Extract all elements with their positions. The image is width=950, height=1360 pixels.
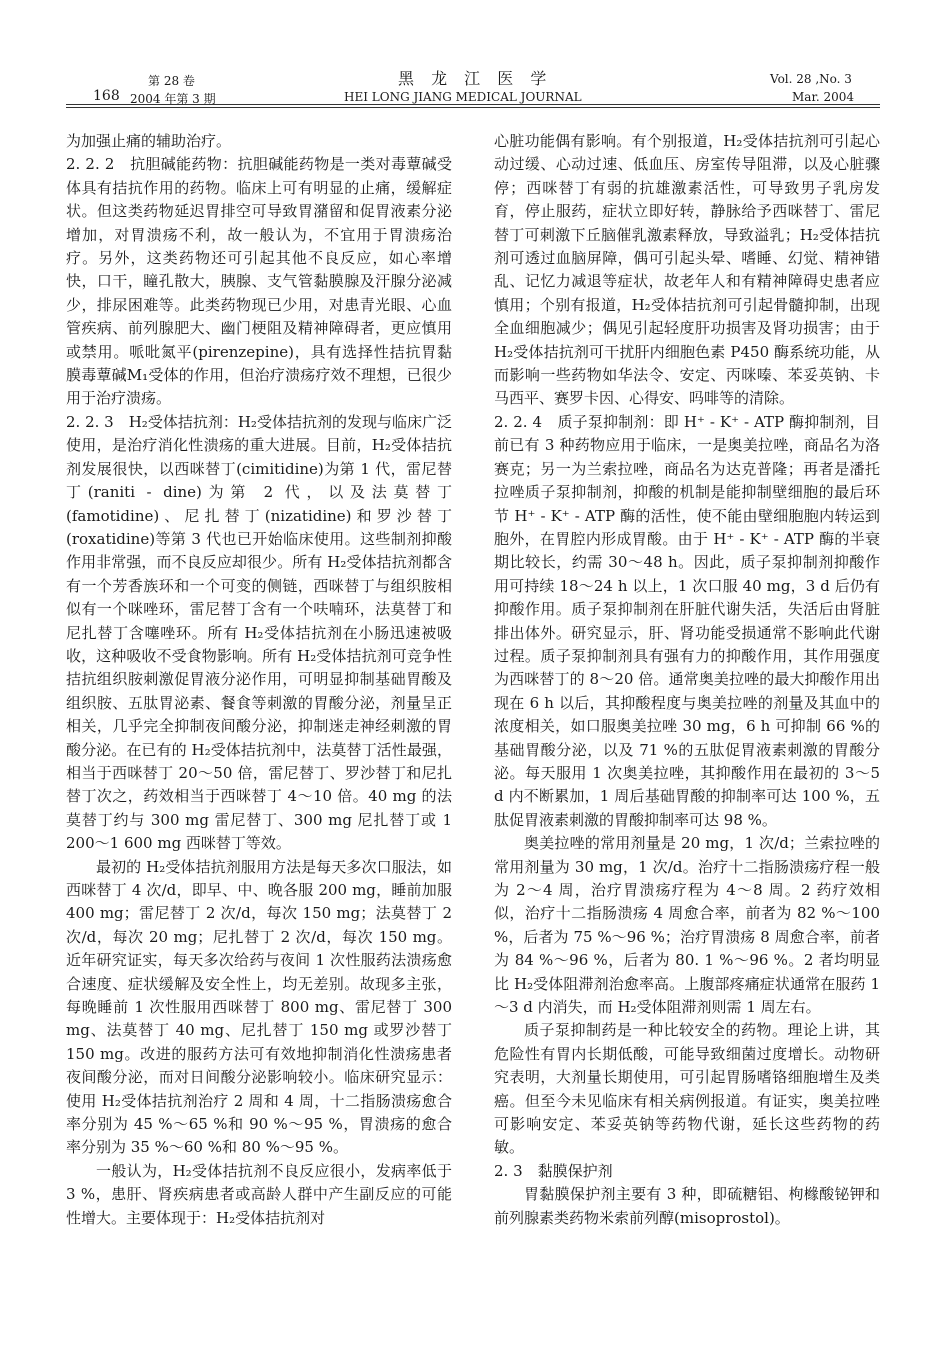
journal-title-cn: 黑 龙 江 医 学 [398, 69, 553, 88]
right-column [494, 130, 880, 1230]
paragraph: 心脏功能偶有影响。有个别报道，H₂受体拮抗剂可引起心动过缓、心动过速、低血压、房室传导阻滞，以及心脏骤停；西咪替丁有弱的抗雄激素活性，可导致男子乳房发育，停止服药，症状立即好转，静脉给予西咪替丁、雷尼替丁可刺激下丘脑催乳激素释放，导致溢乳；H₂受体拮抗剂可透过血脑屏障，偶可引起头晕、嗜睡、幻觉、精神错乱、记忆力减退等症状，故老年人和有精神障碍史患者应慎用；个别有报道，H₂受体拮抗剂可引起骨髓抑制，出现全血细胞减少；偶见引起轻度肝功损害及肾功损害；由于 H₂受体拮抗剂可干扰肝内细胞色素 P450 酶系统功能，从而影响一些药物如华法令、安定、丙咪嗪、苯妥英钠、卡马西平、赛罗卡因、心得安、吗啡等的清除。 [494, 132, 880, 408]
section-2-2-4: 2. 2. 4 质子泵抑制剂：即 H⁺ - K⁺ - ATP 酶抑制剂，目前已有 3 种药物应用于临床，一是奥美拉唑，商品名为洛赛克；另一为兰索拉唑，商品名为达克普隆；再者是潘托拉唑质子泵抑制剂，抑酸的机制是能抑制壁细胞的最后环节 H⁺ - K⁺ - ATP 酶的活性，使不能由壁细胞胞内转运到胞外，在胃腔内形成胃酸。由于 H⁺ - K⁺ - ATP 酶的半衰期比较长，约需 30～48 h。因此，质子泵抑制剂抑酸作用可持续 18～24 h 以上，1 次口服 40 mg，3 d 后仍有抑酸作用。质子泵抑制剂在肝脏代谢失活，失活后由肾脏排出体外。研究显示，肝、肾功能受损通常不影响此代谢过程。质子泵抑制剂具有强有力的抑酸作用，其作用强度为西咪替丁的 8～20 倍。通常奥美拉唑的最大抑酸作用出现在 6 h 以后，其抑酸程度与奥美拉唑的剂量及其血中的浓度相关，如口服奥美拉唑 30 mg，6 h 可抑制 66 %的基础胃酸分泌，以及 71 %的五肽促胃液素刺激的胃酸分泌。每天服用 1 次奥美拉唑，其抑酸作用在最初的 3～5 d 内不断累加，1 周后基础胃酸的抑制率可达 100 %，五肽促胃液素刺激的胃酸抑制率可达 98 %。 [494, 412, 880, 829]
volume-en: Vol. 28 ,No. 3 [770, 72, 852, 86]
section-2-3-heading: 2. 3 黏膜保护剂 [494, 1161, 613, 1180]
journal-title-en: HEI LONG JIANG MEDICAL JOURNAL [344, 90, 582, 104]
date-en: Mar. 2004 [792, 90, 855, 104]
paragraph: 胃黏膜保护剂主要有 3 种，即硫糖铝、枸橼酸铋钾和前列腺素类药物米索前列醇(misoprostol)。 [494, 1185, 880, 1227]
paragraph: 奥美拉唑的常用剂量是 20 mg，1 次/d；兰索拉唑的常用剂量为 30 mg，1 次/d。治疗十二指肠溃疡疗程一般为 2～4 周，治疗胃溃疡疗程为 4～8 周。2 药疗效相似，治疗十二指肠溃疡 4 周愈合率，前者为 82 %～100 %，后者为 75 %～96 %；治疗胃溃疡 8 周愈合率，前者为 84 %～96 %，后者为 80. 1 %～96 %。2 者均明显比 H₂受体阻滞剂治愈率高。上腹部疼痛症状通常在服药 1～3 d 内消失，而 H₂受体阻滞剂则需 1 周左右。 [494, 834, 880, 1017]
paragraph: 为加强止痛的辅助治疗。 [66, 132, 232, 150]
paragraph: 质子泵抑制药是一种比较安全的药物。理论上讲，其危险性有胃内长期低酸，可能导致细菌过度增长。动物研究表明，大剂量长期使用，可引起胃肠嗜铬细胞增生及类癌。但至今未见临床有相关病例报道。有证实，奥美拉唑可影响安定、苯妥英钠等药物代谢，延长这些药物的药敏。 [494, 1021, 880, 1157]
header-rule [66, 104, 880, 105]
volume-label: 第 28 卷 [148, 74, 195, 88]
section-2-2-2: 2. 2. 2 抗胆碱能药物：抗胆碱能药物是一类对毒蕈碱受体具有拮抗作用的药物。临床上可有明显的止痛，缓解症状。但这类药物延迟胃排空可导致胃潴留和促胃液素分泌增加，对胃溃疡不利，故一般认为，不宜用于胃溃疡治疗。另外，这类药物还可引起其他不良反应，如心率增快，口干，瞳孔散大，胰腺、支气管黏膜腺及汗腺分泌减少，排尿困难等。此类药物现已少用，对患青光眼、心血管疾病、前列腺肥大、幽门梗阻及精神障碍者，更应慎用或禁用。哌吡氮平(pirenzepine)，具有选择性拮抗胃黏膜毒蕈碱M₁受体的作用，但治疗溃疡疗效不理想，已很少用于治疗溃疡。 [66, 155, 452, 408]
section-2-2-3: 2. 2. 3 H₂受体拮抗剂：H₂受体拮抗剂的发现与临床广泛使用，是治疗消化性溃疡的重大进展。目前，H₂受体拮抗剂发展很快，以西咪替丁(cimitidine)为第 1 代，雷尼替丁(raniti - dine)为第 2 代，以及法莫替丁(famotidine)、尼扎替丁(nizatidine)和罗沙替丁(roxatidine)等第 3 代也已开始临床使用。这些制剂抑酸作用非常强，而不良反应却很少。所有 H₂受体拮抗剂都含有一个芳香族环和一个可变的侧链，西咪替丁与组织胺相似有一个咪唑环，雷尼替丁含有一个呋喃环，法莫替丁和尼扎替丁含噻唑环。所有 H₂受体拮抗剂在小肠迅速被吸收，这种吸收不受食物影响。所有 H₂受体拮抗剂可竞争性拮抗组织胺刺激促胃液分泌作用，可明显抑制基础胃酸及组织胺、五肽胃泌素、餐食等刺激的胃酸分泌，剂量呈正相关，几乎完全抑制夜间酸分泌，抑制迷走神经刺激的胃酸分泌。在已有的 H₂受体拮抗剂中，法莫替丁活性最强，相当于西咪替丁 20～50 倍，雷尼替丁、罗沙替丁和尼扎替丁次之，药效相当于西咪替丁 4～10 倍。40 mg 的法莫替丁约与 300 mg 雷尼替丁、300 mg 尼扎替丁或 1 200～1 600 mg 西咪替丁等效。 [66, 412, 452, 853]
page-number: 168 [93, 88, 120, 104]
issue-label: 2004 年第 3 期 [130, 92, 216, 106]
paragraph: 最初的 H₂受体拮抗剂服用方法是每天多次口服法，如西咪替丁 4 次/d，即早、中、晚各服 200 mg，睡前加服 400 mg；雷尼替丁 2 次/d，每次 150 mg；法莫替丁 2 次/d，每次 20 mg；尼扎替丁 2 次/d，每次 150 mg。近年研究证实，每天多次给药与夜间 1 次性服药法溃疡愈合速度、症状缓解及安全性上，均无差别。故现多主张，每晚睡前 1 次性服用西咪替丁 800 mg、雷尼替丁 300 mg、法莫替丁 40 mg、尼扎替丁 150 mg 或罗沙替丁 150 mg。改进的服药方法可有效地抑制消化性溃疡患者夜间酸分泌，而对日间酸分泌影响较小。临床研究显示：使用 H₂受体拮抗剂治疗 2 周和 4 周，十二指肠溃疡愈合率分别为 45 %～65 %和 90 %～95 %，胃溃疡的愈合率分别为 35 %～60 %和 80 %～95 %。 [66, 857, 452, 1157]
header-rule-lower [66, 107, 880, 108]
left-column [66, 130, 452, 1230]
page-header [0, 0, 950, 120]
paragraph: 一般认为，H₂受体拮抗剂不良反应很小，发病率低于 3 %，患肝、肾疾病患者或高龄人群中产生副反应的可能性增大。主要体现于：H₂受体拮抗剂对 [66, 1161, 452, 1227]
